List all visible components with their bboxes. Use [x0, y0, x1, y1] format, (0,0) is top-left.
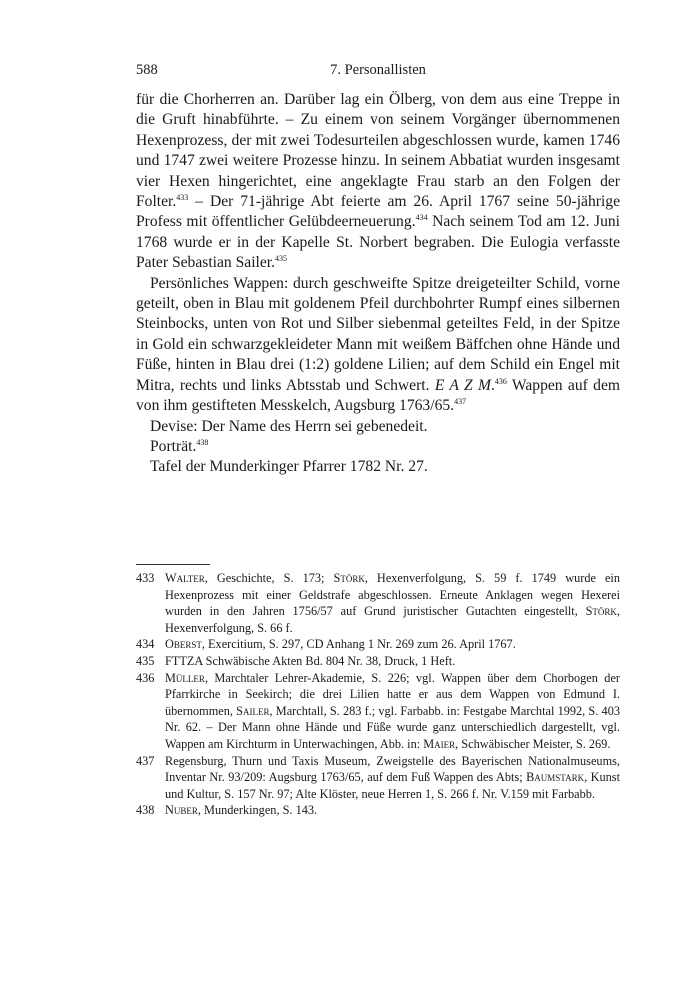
author-name: Nuber [165, 803, 198, 818]
text-segment: , Munderkingen, S. 143. [197, 803, 318, 818]
footnote-number: 434 [136, 637, 155, 652]
footnote-number: 436 [136, 670, 155, 685]
footnote-ref-434[interactable]: 434 [415, 213, 428, 223]
author-name: Sailer [236, 703, 270, 718]
text-segment: Persönliches Wappen: durch geschweifte Spitze dreigeteilter Schild, vorne geteilt, oben in Blau mit goldenem Pfeil durchbohrter Rumpf eines silbernen Steinbocks, unten von Rot und Silber siebenmal geteiltes Feld, in der Spitze in Gold ein schwarzgekleideter Mann mit weißem Bäffchen ohne Hände und Füße, hinten in Blau drei (1:2) goldene Lilien; auf dem Schild ein Engel mit Mitra, rechts und links Abtsstab und Schwert. [136, 274, 620, 394]
footnote-437 [136, 753, 620, 803]
text-segment: , Hexenverfolgung, S. 59 f. 1749 wurde ein Hexenprozess mit einer Geldstrafe abgeschlossen. Erneute Anklagen wegen Hexerei wurden in den Jahren 1756/57 auf Grund juristischer Gutachten eingestellt, [165, 571, 620, 619]
footnote-number: 433 [136, 571, 155, 585]
footnote-number: 435 [136, 653, 155, 668]
footnote-ref-435[interactable]: 435 [275, 254, 288, 264]
text-segment: FTTZA Schwäbische Akten Bd. 804 Nr. 38, Druck, 1 Heft. [165, 653, 456, 668]
page-header [136, 62, 620, 82]
footnote-ref-438[interactable]: 438 [196, 437, 209, 447]
footnote-436 [136, 670, 620, 753]
footnote-ref-433[interactable]: 433 [176, 193, 189, 203]
footnote-435 [136, 653, 620, 670]
text-segment: , Geschichte, S. 173; [204, 571, 334, 585]
author-name: Maier [423, 736, 456, 751]
paragraph-devise: Devise: Der Name des Herrn sei gebenedeit. [150, 417, 428, 435]
author-name: Störk [585, 604, 617, 619]
paragraph-tafel: Tafel der Munderkinger Pfarrer 1782 Nr. 27. [150, 458, 428, 476]
footnote-divider [136, 564, 210, 565]
text-segment: , Kunst und Kultur, S. 157 Nr. 97; Alte Klöster, neue Herren 1, S. 266 f. Nr. V.159 mit Farbabb. [165, 770, 621, 801]
footnote-433 [136, 570, 620, 636]
text-segment: , Schwäbischer Meister, S. 269. [455, 736, 611, 751]
footnote-434 [136, 636, 620, 653]
running-title: 7. Personallisten [330, 62, 426, 78]
footnote-ref-437[interactable]: 437 [454, 397, 467, 407]
footnote-number: 438 [136, 803, 155, 818]
paragraph-wappen [136, 274, 620, 417]
page-number: 588 [136, 62, 158, 78]
footnote-ref-436[interactable]: 436 [494, 376, 507, 386]
footnote-438 [136, 802, 620, 819]
footnote-number: 437 [136, 753, 155, 768]
motto-letters: E A Z M [434, 376, 491, 394]
author-name: Störk [333, 571, 365, 585]
text-segment: Nach seinem Tod am 12. Juni 1768 wurde er in der Kapelle St. Norbert begraben. Die Eulogia verfasste Pater Sebastian Sailer. [136, 213, 620, 272]
text-segment: , Exercitium, S. 297, CD Anhang 1 Nr. 269 zum 26. April 1767. [201, 637, 516, 652]
text-segment: . [490, 376, 495, 394]
text-segment: , Marchtall, S. 283 f.; vgl. Farbabb. in: Festgabe Marchtal 1992, S. 403 Nr. 62. – Der Mann ohne Hände und Füße wurde ganz unterschiedlich dargestellt, vgl. Wappen am Kirchturm in Unterwachingen, Abb. in: [165, 703, 620, 751]
text-segment: , Hexenverfolgung, S. 66 f. [165, 604, 620, 635]
author-name: Walter [165, 571, 205, 585]
author-name: Müller [165, 670, 205, 685]
text-segment: , Marchtaler Lehrer-Akademie, S. 226; vgl. Wappen über dem Chorbogen der Pfarrkirche in Seekirch; die drei Lilien hatte er aus dem Wappen von Edmund I. übernommen, [165, 670, 620, 718]
text-segment: – Der 71-jährige Abt feierte am 26. April 1767 seine 50-jährige Profess mit öffentlicher Gelübdeerneuerung. [136, 193, 620, 231]
author-name: Baumstark [526, 770, 585, 785]
footnotes [136, 570, 620, 819]
paragraph-portraet [136, 437, 620, 457]
main-text [136, 90, 620, 478]
text-segment: für die Chorherren an. Darüber lag ein Ölberg, von dem aus eine Treppe in die Gruft hinabführte. – Zu einem von seinem Vorgänger übernommenen Hexenprozess, der mit zwei Todesurteilen abgeschlossen wurde, kamen 1746 und 1747 zwei weitere Prozesse hinzu. In seinem Abbatiat wurden insgesamt vier Hexen hingerichtet, eine angeklagte Frau starb an den Folgen der Folter. [136, 91, 620, 211]
text-segment: Regensburg, Thurn und Taxis Museum, Zweigstelle des Bayerischen Nationalmuseums, Inventar Nr. 93/209: Augsburg 1763/65, auf dem Fuß Wappen des Abts; [165, 753, 620, 785]
paragraph-abbatiat [136, 90, 620, 274]
text-segment: Porträt. [150, 437, 197, 455]
author-name: Oberst [165, 637, 202, 652]
text-segment: Wappen auf dem von ihm gestifteten Messkelch, Augsburg 1763/65. [136, 376, 620, 415]
